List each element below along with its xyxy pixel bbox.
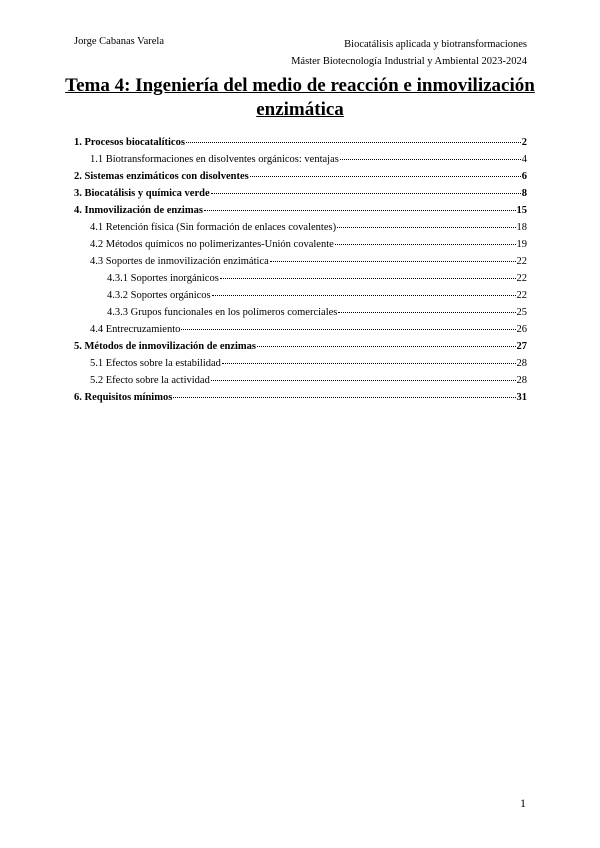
toc-entry-label: 5. Métodos de inmovilización de enzimas <box>74 341 256 352</box>
toc-entry-label: 5.2 Efecto sobre la actividad <box>90 375 210 386</box>
toc-entry[interactable] <box>74 375 527 392</box>
toc-entry-page: 22 <box>516 290 527 301</box>
toc-entry-label: 1. Procesos biocatalíticos <box>74 137 185 148</box>
toc-dot-leader <box>257 346 516 347</box>
toc-dot-leader <box>186 142 521 143</box>
toc-entry-label: 4.3.1 Soportes inorgánicos <box>107 273 219 284</box>
toc-entry-label: 2. Sistemas enzimáticos con disolventes <box>74 171 249 182</box>
toc-dot-leader <box>204 210 516 211</box>
toc-entry-label: 4.1 Retención física (Sin formación de enlaces covalentes) <box>90 222 337 233</box>
toc-entry[interactable] <box>74 188 527 205</box>
toc-entry[interactable] <box>74 154 527 171</box>
toc-entry-page: 25 <box>516 307 527 318</box>
toc-entry[interactable] <box>74 273 527 290</box>
toc-entry-page: 15 <box>516 205 527 216</box>
toc-entry-label: 6. Requisitos mínimos <box>74 392 173 403</box>
toc-entry-label: 5.1 Efectos sobre la estabilidad <box>90 358 221 369</box>
toc-entry-label: 4.3.2 Soportes orgánicos <box>107 290 211 301</box>
toc-entry[interactable] <box>74 222 527 239</box>
toc-entry-page: 2 <box>521 137 527 148</box>
toc-entry-label: 4.3.3 Grupos funcionales en los polímeros comerciales <box>107 307 338 318</box>
toc-dot-leader <box>220 278 516 279</box>
table-of-contents <box>74 137 527 409</box>
document-title: Tema 4: Ingeniería del medio de reacción e inmovilización enzimática <box>65 75 535 120</box>
toc-entry-page: 28 <box>516 358 527 369</box>
toc-entry-label: 4.2 Métodos químicos no polimerizantes-Unión covalente <box>90 239 334 250</box>
toc-entry-page: 19 <box>516 239 527 250</box>
header-author: Jorge Cabanas Varela <box>74 36 164 47</box>
toc-entry-label: 3. Biocatálisis y química verde <box>74 188 210 199</box>
toc-entry-page: 4 <box>521 154 527 165</box>
toc-dot-leader <box>335 244 516 245</box>
toc-entry[interactable] <box>74 324 527 341</box>
toc-dot-leader <box>338 312 515 313</box>
toc-entry-page: 22 <box>516 273 527 284</box>
toc-dot-leader <box>181 329 515 330</box>
toc-entry-page: 6 <box>521 171 527 182</box>
toc-entry[interactable] <box>74 256 527 273</box>
toc-entry[interactable] <box>74 358 527 375</box>
toc-entry-page: 22 <box>516 256 527 267</box>
toc-entry-page: 27 <box>516 341 527 352</box>
toc-entry-label: 4.3 Soportes de inmovilización enzimática <box>90 256 269 267</box>
toc-entry[interactable] <box>74 137 527 154</box>
toc-entry-page: 26 <box>516 324 527 335</box>
toc-entry[interactable] <box>74 290 527 307</box>
toc-entry-label: 4.4 Entrecruzamiento <box>90 324 181 335</box>
toc-dot-leader <box>212 295 516 296</box>
page-number: 1 <box>520 796 526 810</box>
toc-entry-page: 31 <box>516 392 527 403</box>
toc-entry-page: 8 <box>521 188 527 199</box>
toc-dot-leader <box>211 193 521 194</box>
header-right <box>291 36 527 70</box>
toc-entry[interactable] <box>74 205 527 222</box>
toc-entry-label: 4. Inmovilización de enzimas <box>74 205 203 216</box>
toc-dot-leader <box>173 397 515 398</box>
toc-dot-leader <box>270 261 516 262</box>
toc-dot-leader <box>250 176 521 177</box>
header-course: Biocatálisis aplicada y biotransformaciones <box>344 39 527 50</box>
toc-entry-label: 1.1 Biotransformaciones en disolventes orgánicos: ventajas <box>90 154 339 165</box>
toc-dot-leader <box>337 227 515 228</box>
toc-entry[interactable] <box>74 171 527 188</box>
toc-entry-page: 18 <box>516 222 527 233</box>
toc-dot-leader <box>211 380 516 381</box>
toc-entry-page: 28 <box>516 375 527 386</box>
toc-entry[interactable] <box>74 341 527 358</box>
toc-dot-leader <box>340 159 521 160</box>
header-program: Máster Biotecnología Industrial y Ambiental 2023-2024 <box>291 56 527 67</box>
toc-entry[interactable] <box>74 392 527 409</box>
toc-dot-leader <box>222 363 516 364</box>
toc-entry[interactable] <box>74 239 527 256</box>
toc-entry[interactable] <box>74 307 527 324</box>
